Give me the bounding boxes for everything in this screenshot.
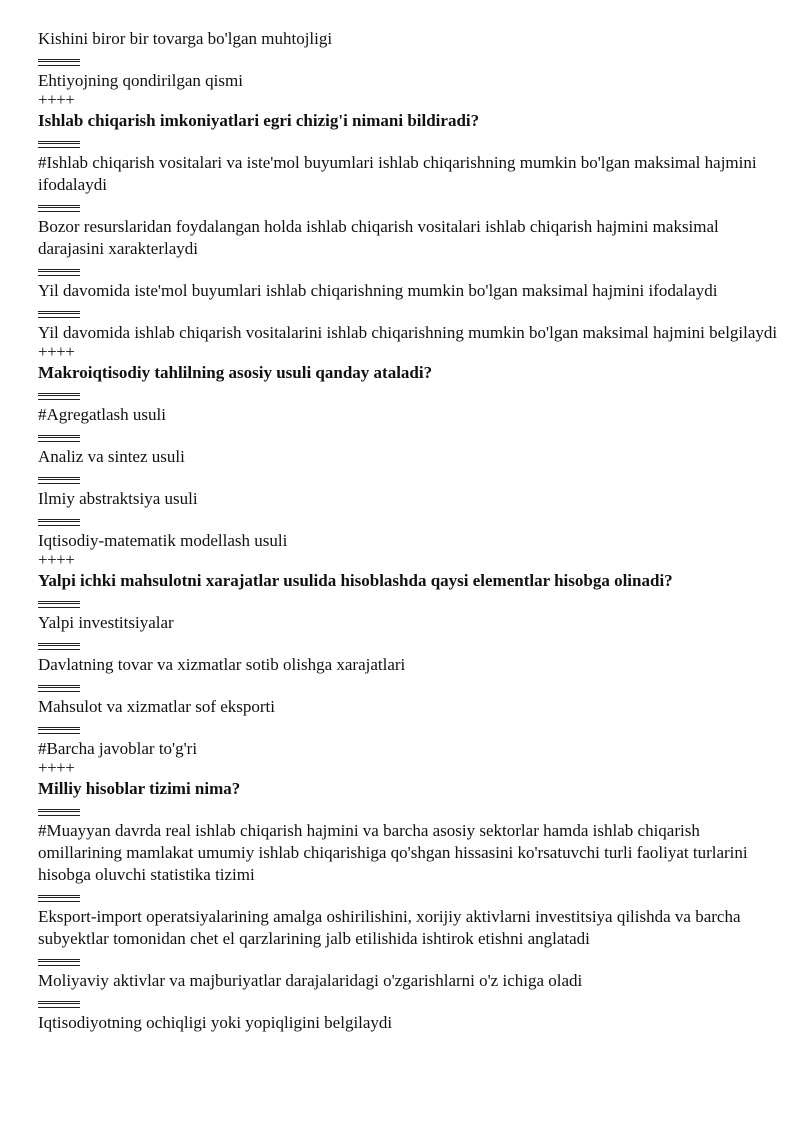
answer-option: Mahsulot va xizmatlar sof eksporti — [38, 697, 276, 716]
answer-option: Kishini biror bir tovarga bo'lgan muhtojligi — [38, 29, 333, 48]
separator-line — [38, 676, 778, 696]
double-line-separator — [38, 311, 80, 318]
document-page — [38, 28, 778, 1034]
double-line-separator — [38, 205, 80, 212]
separator-line — [38, 950, 778, 970]
separator-line — [38, 634, 778, 654]
double-line-separator — [38, 435, 80, 442]
question-text: Ishlab chiqarish imkoniyatlari egri chizig'i nimani bildiradi? — [38, 111, 480, 130]
separator-line — [38, 468, 778, 488]
double-line-separator — [38, 477, 80, 484]
answer-option: Davlatning tovar va xizmatlar sotib olishga xarajatlari — [38, 655, 406, 674]
separator-line — [38, 260, 778, 280]
separator-line — [38, 426, 778, 446]
double-line-separator — [38, 895, 80, 902]
answer-option: #Agregatlash usuli — [38, 405, 166, 424]
separator-line — [38, 132, 778, 152]
double-line-separator — [38, 519, 80, 526]
answer-option: Yil davomida ishlab chiqarish vositalarini ishlab chiqarishning mumkin bo'lgan maksimal hajmini belgilaydi — [38, 323, 778, 342]
double-line-separator — [38, 141, 80, 148]
answer-option: Yil davomida iste'mol buyumlari ishlab chiqarishning mumkin bo'lgan maksimal hajmini ifodalaydi — [38, 281, 718, 300]
question-text: Milliy hisoblar tizimi nima? — [38, 779, 241, 798]
separator-line — [38, 510, 778, 530]
double-line-separator — [38, 809, 80, 816]
answer-option: Iqtisodiyotning ochiqligi yoki yopiqligini belgilaydi — [38, 1013, 393, 1032]
double-line-separator — [38, 727, 80, 734]
plus-separator: ++++ — [38, 550, 75, 569]
double-line-separator — [38, 643, 80, 650]
answer-option: #Barcha javoblar to'g'ri — [38, 739, 198, 758]
separator-line — [38, 592, 778, 612]
answer-option: Moliyaviy aktivlar va majburiyatlar darajalaridagi o'zgarishlarni o'z ichiga oladi — [38, 971, 583, 990]
plus-separator: ++++ — [38, 90, 75, 109]
answer-option: Ilmiy abstraktsiya usuli — [38, 489, 198, 508]
double-line-separator — [38, 959, 80, 966]
separator-line — [38, 718, 778, 738]
separator-line — [38, 800, 778, 820]
document-content — [38, 28, 778, 1034]
plus-separator: ++++ — [38, 342, 75, 361]
separator-line — [38, 302, 778, 322]
answer-option: Analiz va sintez usuli — [38, 447, 185, 466]
separator-line — [38, 992, 778, 1012]
answer-option: #Muayyan davrda real ishlab chiqarish hajmini va barcha asosiy sektorlar hamda ishlab chiqarish omillarining mamlakat umumiy ishlab chiqarishiga qo'shgan hissasini ko'rsatuvchi turli faoliyat turlarini hisobga oluvchi statistika tizimi — [38, 821, 748, 884]
answer-option: #Ishlab chiqarish vositalari va iste'mol buyumlari ishlab chiqarishning mumkin bo'lgan maksimal hajmini ifodalaydi — [38, 153, 757, 194]
double-line-separator — [38, 1001, 80, 1008]
double-line-separator — [38, 269, 80, 276]
separator-line — [38, 50, 778, 70]
answer-option: Yalpi investitsiyalar — [38, 613, 174, 632]
question-text: Yalpi ichki mahsulotni xarajatlar usulida hisoblashda qaysi elementlar hisobga olinadi? — [38, 571, 673, 590]
answer-option: Iqtisodiy-matematik modellash usuli — [38, 531, 288, 550]
question-text: Makroiqtisodiy tahlilning asosiy usuli qanday ataladi? — [38, 363, 433, 382]
separator-line — [38, 886, 778, 906]
double-line-separator — [38, 601, 80, 608]
double-line-separator — [38, 393, 80, 400]
plus-separator: ++++ — [38, 758, 75, 777]
answer-option: Bozor resurslaridan foydalangan holda ishlab chiqarish vositalari ishlab chiqarish hajmini maksimal darajasini xarakterlaydi — [38, 217, 719, 258]
separator-line — [38, 384, 778, 404]
double-line-separator — [38, 59, 80, 66]
answer-option: Ehtiyojning qondirilgan qismi — [38, 71, 243, 90]
answer-option: Eksport-import operatsiyalarining amalga oshirilishini, xorijiy aktivlarni investitsiya qilishda va barcha subyektlar tomonidan chet el qarzlarining jalb etilishida ishtirok etishni anglatadi — [38, 907, 741, 948]
separator-line — [38, 196, 778, 216]
double-line-separator — [38, 685, 80, 692]
